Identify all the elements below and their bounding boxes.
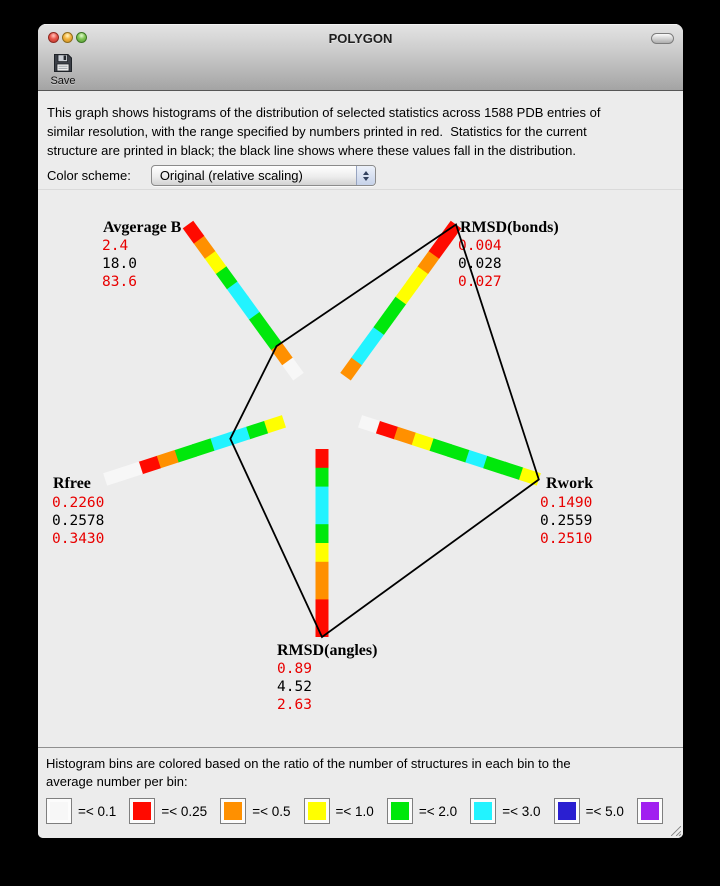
legend-label: =< 0.1 [78,803,117,819]
axis-value-current: 0.2578 [52,513,105,529]
color-scheme-select[interactable] [151,165,376,186]
legend-label: =< 3.0 [502,803,541,819]
legend-label: =< 2.0 [418,803,458,819]
legend-item [46,798,116,824]
description-panel [38,91,683,190]
axis-value-current: 0.028 [458,256,502,272]
histogram-bin [316,599,329,618]
legend-row [46,798,675,824]
titlebar[interactable] [38,24,683,52]
histogram-bin [103,467,125,485]
polygon-chart [38,190,683,747]
axis-value-max: 2.63 [277,697,312,713]
color-scheme-selected-value: Original (relative scaling) [159,168,303,183]
axis-label: Rfree [53,475,91,492]
legend-color-fill [391,802,409,820]
legend-color-fill [224,802,242,820]
axis-strip [358,415,541,485]
axis-label: Avgerage B [103,219,182,236]
legend-swatch-yellow [304,798,330,824]
histogram-bin [316,562,329,581]
color-scheme-row [47,165,674,186]
histogram-bin [316,468,329,487]
legend-item [220,798,290,824]
legend-label: =< 1.0 [335,803,374,819]
popup-arrows-icon [356,166,375,185]
histogram-bin [316,543,329,562]
polygon-window [38,24,683,838]
histogram-bin [316,487,329,506]
polygon-plot-area [38,190,683,747]
legend-item [554,798,624,824]
axis-value-min: 0.004 [458,238,502,254]
legend-item [304,798,374,824]
axis-label: RMSD(bonds) [460,219,559,236]
legend-swatch-white [46,798,72,824]
minimize-button[interactable] [62,32,73,43]
legend-swatch-green [387,798,413,824]
description-text: similar resolution, with the range specified by numbers printed in red. Statistics for the current [47,124,587,139]
axis-value-current: 4.52 [277,679,312,695]
legend-item [470,798,540,824]
axis-value-min: 0.89 [277,661,312,677]
legend-color-fill [50,802,68,820]
legend-color-fill [641,802,659,820]
save-button-label: Save [50,75,76,87]
axis-strip [340,221,461,381]
legend-color-fill [133,802,151,820]
axis-value-max: 0.027 [458,274,502,290]
save-button[interactable] [47,52,79,87]
legend-color-fill [308,802,326,820]
axis-strip [103,415,286,485]
legend-swatch-purple [637,798,663,824]
axis-value-max: 0.2510 [540,531,593,547]
traffic-lights [48,32,87,43]
legend-item [637,798,663,824]
color-scheme-label: Color scheme: [47,168,131,183]
legend-swatch-blue [554,798,580,824]
axis-strip [316,449,329,637]
legend-label: =< 5.0 [585,803,624,819]
axis-label: Rwork [546,475,594,492]
axis-value-max: 83.6 [102,274,137,290]
axis-value-max: 0.3430 [52,531,105,547]
legend-swatch-red [129,798,155,824]
close-button[interactable] [48,32,59,43]
maximize-button[interactable] [76,32,87,43]
legend-swatch-orange [220,798,246,824]
histogram-bin [316,524,329,543]
legend-panel [38,747,683,838]
legend-swatch-cyan [470,798,496,824]
axis-value-min: 2.4 [102,238,129,254]
legend-color-fill [474,802,492,820]
legend-item [387,798,457,824]
toolbar-toggle-button[interactable] [651,33,674,44]
legend-intro-text: average number per bin: [46,774,188,789]
axis-value-min: 0.2260 [52,495,105,511]
histogram-bin [316,581,329,600]
axis-value-current: 18.0 [102,256,137,272]
axis-label: RMSD(angles) [277,642,378,659]
legend-label: =< 0.25 [161,803,208,819]
description-text: structure are printed in black; the black line shows where these values fall in the distribution. [47,143,576,158]
axis-strip [183,221,304,381]
save-floppy-icon [52,52,74,74]
histogram-bin [316,449,329,468]
legend-item [129,798,207,824]
legend-color-fill [558,802,576,820]
legend-label: =< 0.5 [252,803,291,819]
resize-grip[interactable] [667,822,681,836]
window-header [38,24,683,91]
axis-value-min: 0.1490 [540,495,593,511]
axis-value-current: 0.2559 [540,513,593,529]
legend-intro-text: Histogram bins are colored based on the ratio of the number of structures in each bin to the [46,756,571,771]
histogram-bin [316,505,329,524]
description-text: This graph shows histograms of the distribution of selected statistics across 1588 PDB entries of [47,105,601,120]
window-title: POLYGON [328,30,393,46]
toolbar [38,52,683,90]
